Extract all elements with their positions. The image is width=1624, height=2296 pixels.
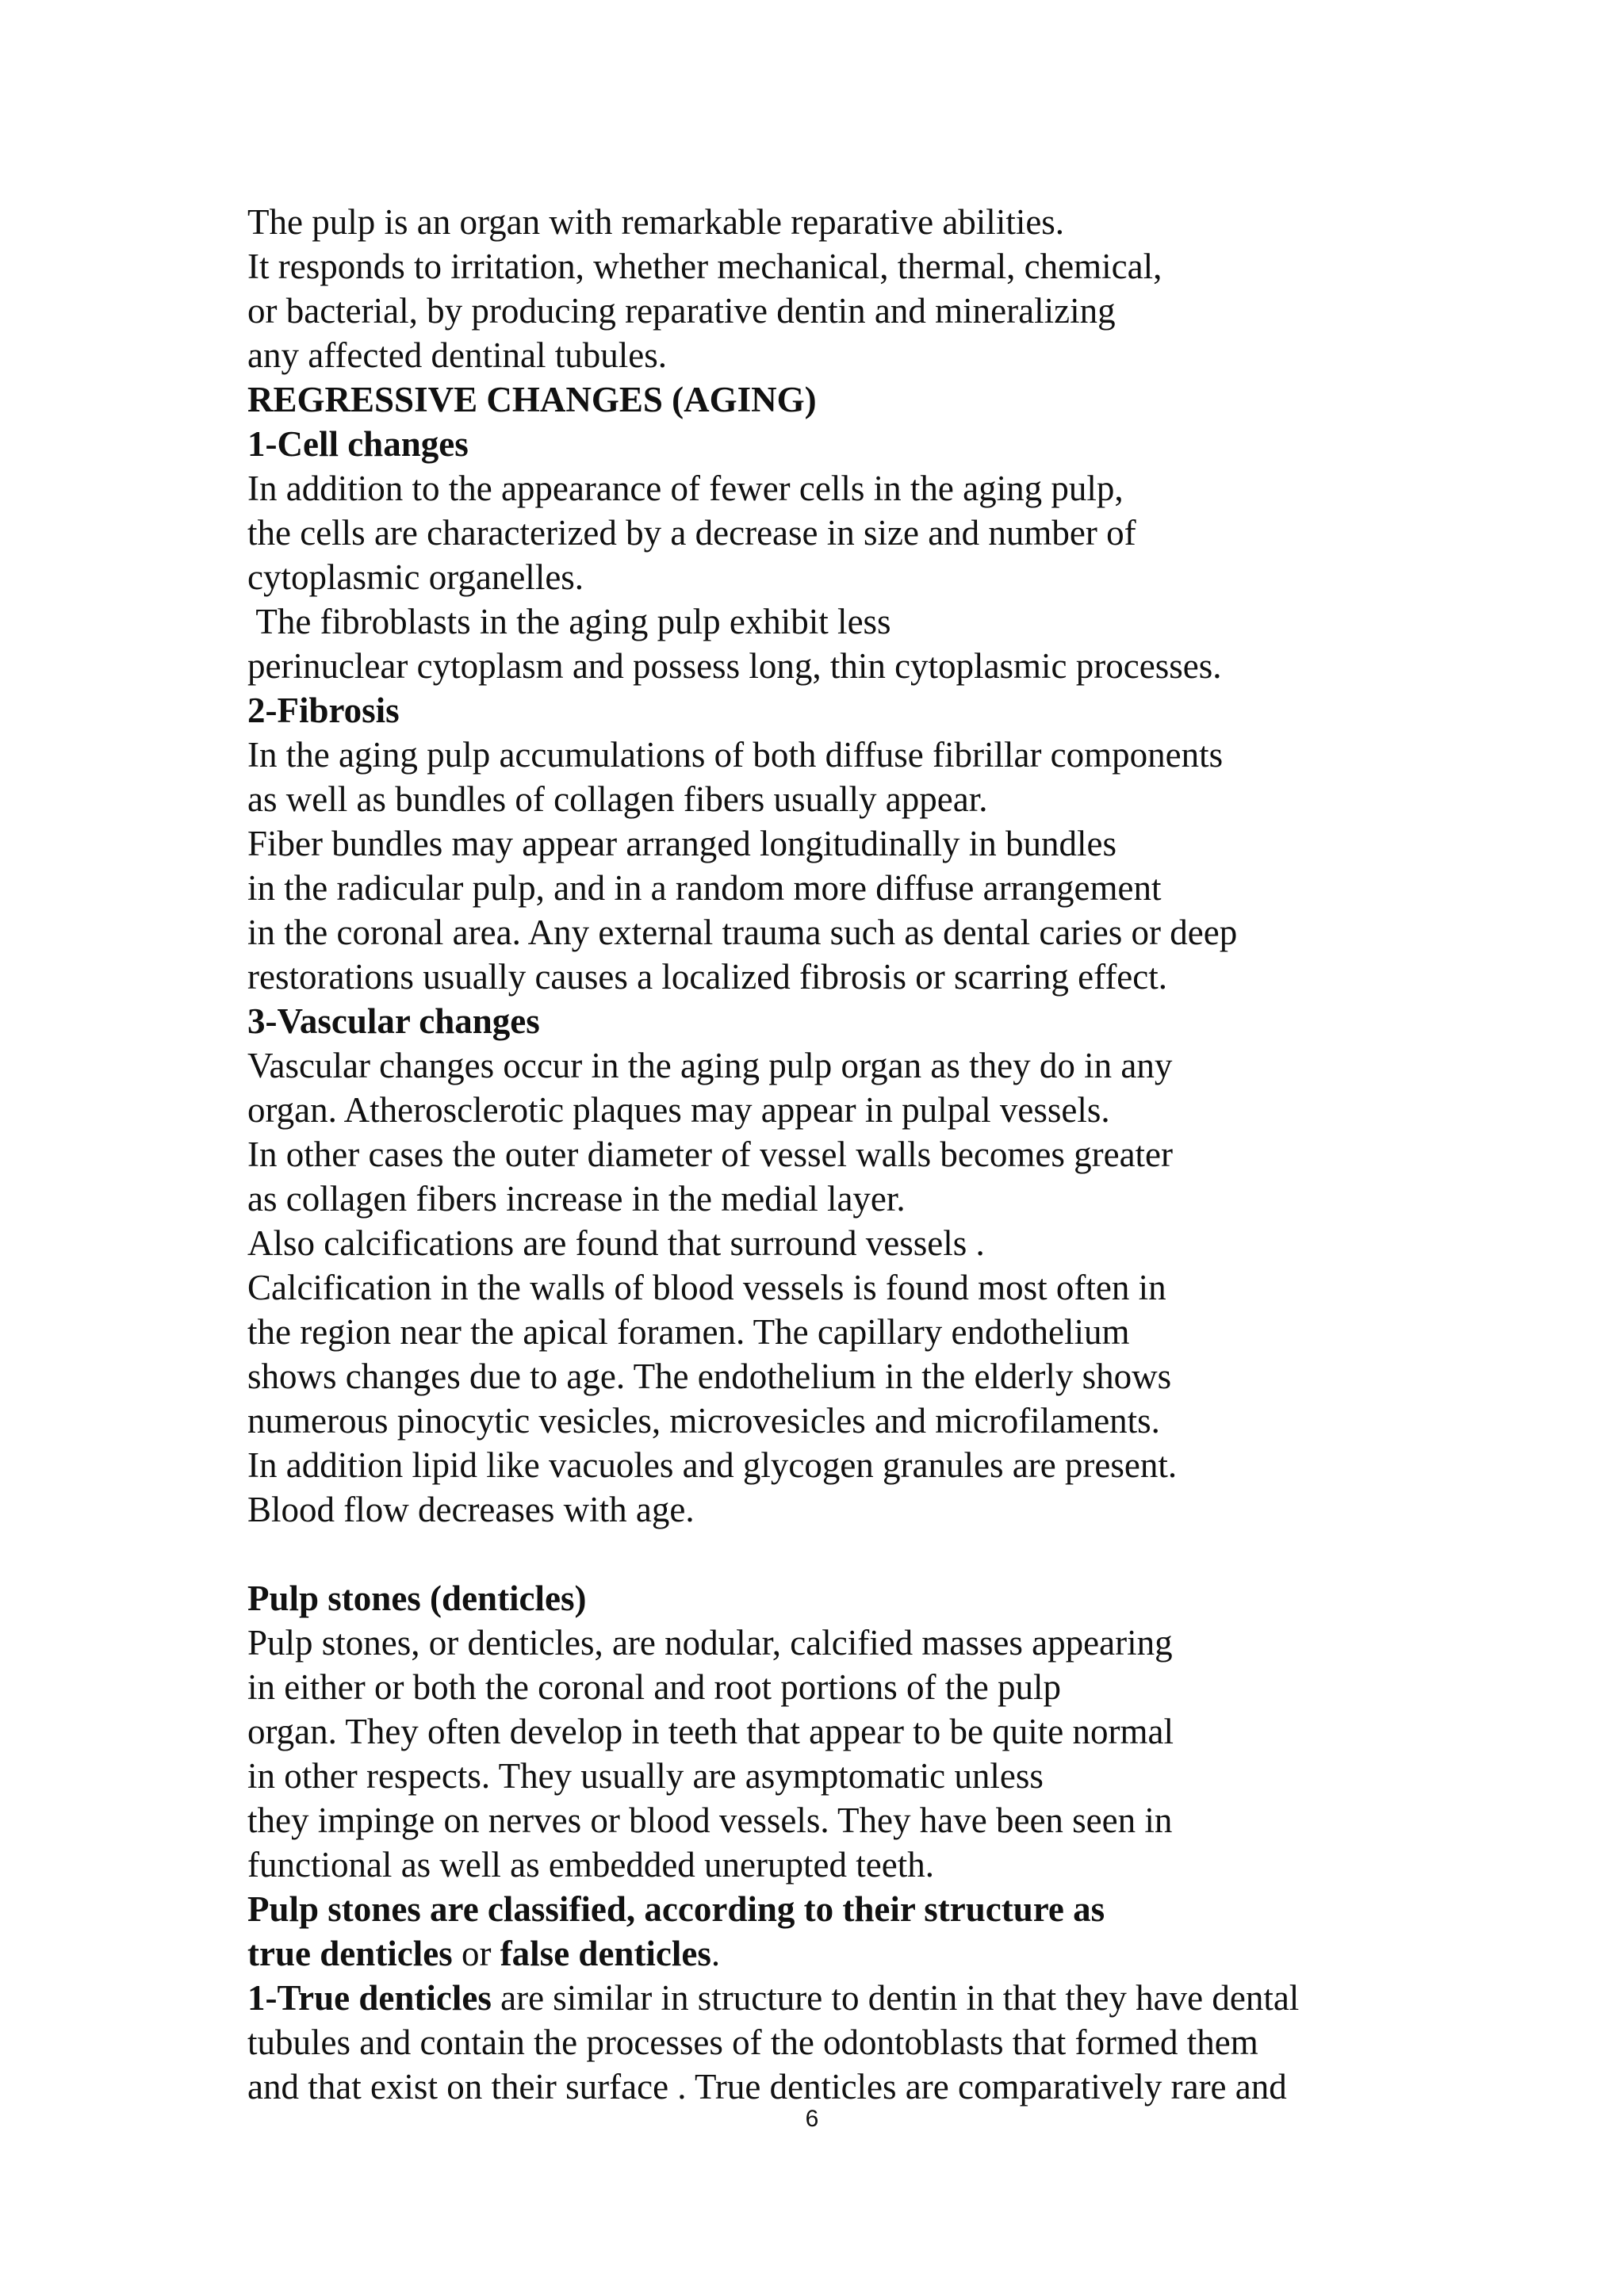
text-line: The fibroblasts in the aging pulp exhibit less <box>247 602 891 641</box>
text-line: numerous pinocytic vesicles, microvesicles and microfilaments. <box>247 1401 1160 1441</box>
text-line <box>247 1931 1437 1976</box>
text-line <box>247 1976 1437 2020</box>
section-heading: 2-Fibrosis <box>247 691 400 730</box>
page-number: 6 <box>805 2106 819 2132</box>
text-line: and that exist on their surface . True denticles are comparatively rare and <box>247 2067 1287 2107</box>
text-line: It responds to irritation, whether mechanical, thermal, chemical, <box>247 247 1162 286</box>
text-line: functional as well as embedded unerupted teeth. <box>247 1845 934 1885</box>
text-line: In addition to the appearance of fewer cells in the aging pulp, <box>247 469 1124 508</box>
section-heading: REGRESSIVE CHANGES (AGING) <box>247 380 817 419</box>
text-run: are similar in structure to dentin in that they have dental <box>491 1978 1300 2018</box>
text-line: Pulp stones, or denticles, are nodular, calcified masses appearing <box>247 1623 1173 1663</box>
text-line: as collagen fibers increase in the medial layer. <box>247 1179 906 1219</box>
section-heading: Pulp stones are classified, according to their structure as <box>247 1889 1105 1929</box>
bold-text-run: false denticles <box>500 1934 711 1973</box>
text-line: tubules and contain the processes of the odontoblasts that formed them <box>247 2022 1258 2062</box>
text-line: as well as bundles of collagen fibers usually appear. <box>247 779 988 819</box>
text-line: In the aging pulp accumulations of both diffuse fibrillar components <box>247 735 1224 775</box>
text-line: or bacterial, by producing reparative dentin and mineralizing <box>247 291 1116 331</box>
text-line: in either or both the coronal and root portions of the pulp <box>247 1667 1062 1707</box>
text-line: they impinge on nerves or blood vessels. They have been seen in <box>247 1800 1173 1840</box>
text-line: organ. Atherosclerotic plaques may appear in pulpal vessels. <box>247 1090 1110 1130</box>
section-heading: 1-Cell changes <box>247 424 469 464</box>
text-line: in the radicular pulp, and in a random more diffuse arrangement <box>247 868 1162 908</box>
text-line: Blood flow decreases with age. <box>247 1490 695 1529</box>
text-line: organ. They often develop in teeth that appear to be quite normal <box>247 1712 1174 1751</box>
text-line: Calcification in the walls of blood vessels is found most often in <box>247 1268 1166 1307</box>
text-line: the region near the apical foramen. The capillary endothelium <box>247 1312 1130 1352</box>
text-run: . <box>710 1934 721 1973</box>
text-line: in the coronal area. Any external trauma such as dental caries or deep <box>247 913 1238 952</box>
text-line: any affected dentinal tubules. <box>247 335 667 375</box>
text-line: Fiber bundles may appear arranged longitudinally in bundles <box>247 824 1116 863</box>
text-run: or <box>452 1934 500 1973</box>
text-line: In addition lipid like vacuoles and glycogen granules are present. <box>247 1445 1178 1485</box>
bold-text-run: 1-True denticles <box>247 1978 492 2018</box>
text-line: cytoplasmic organelles. <box>247 557 584 597</box>
text-line: perinuclear cytoplasm and possess long, thin cytoplasmic processes. <box>247 646 1222 686</box>
text-line: Also calcifications are found that surround vessels . <box>247 1223 985 1263</box>
section-heading: Pulp stones (denticles) <box>247 1578 587 1618</box>
text-line: Vascular changes occur in the aging pulp organ as they do in any <box>247 1046 1173 1085</box>
text-line: shows changes due to age. The endothelium in the elderly shows <box>247 1357 1172 1396</box>
text-line: In other cases the outer diameter of vessel walls becomes greater <box>247 1135 1174 1174</box>
bold-text-run: true denticles <box>247 1934 453 1973</box>
text-line: the cells are characterized by a decrease in size and number of <box>247 513 1136 553</box>
section-heading: 3-Vascular changes <box>247 1001 540 1041</box>
text-line: restorations usually causes a localized fibrosis or scarring effect. <box>247 957 1168 997</box>
blank-line <box>247 1532 1437 1576</box>
body-text <box>247 200 1437 2109</box>
text-line: in other respects. They usually are asymptomatic unless <box>247 1756 1044 1796</box>
text-line: The pulp is an organ with remarkable reparative abilities. <box>247 202 1065 242</box>
